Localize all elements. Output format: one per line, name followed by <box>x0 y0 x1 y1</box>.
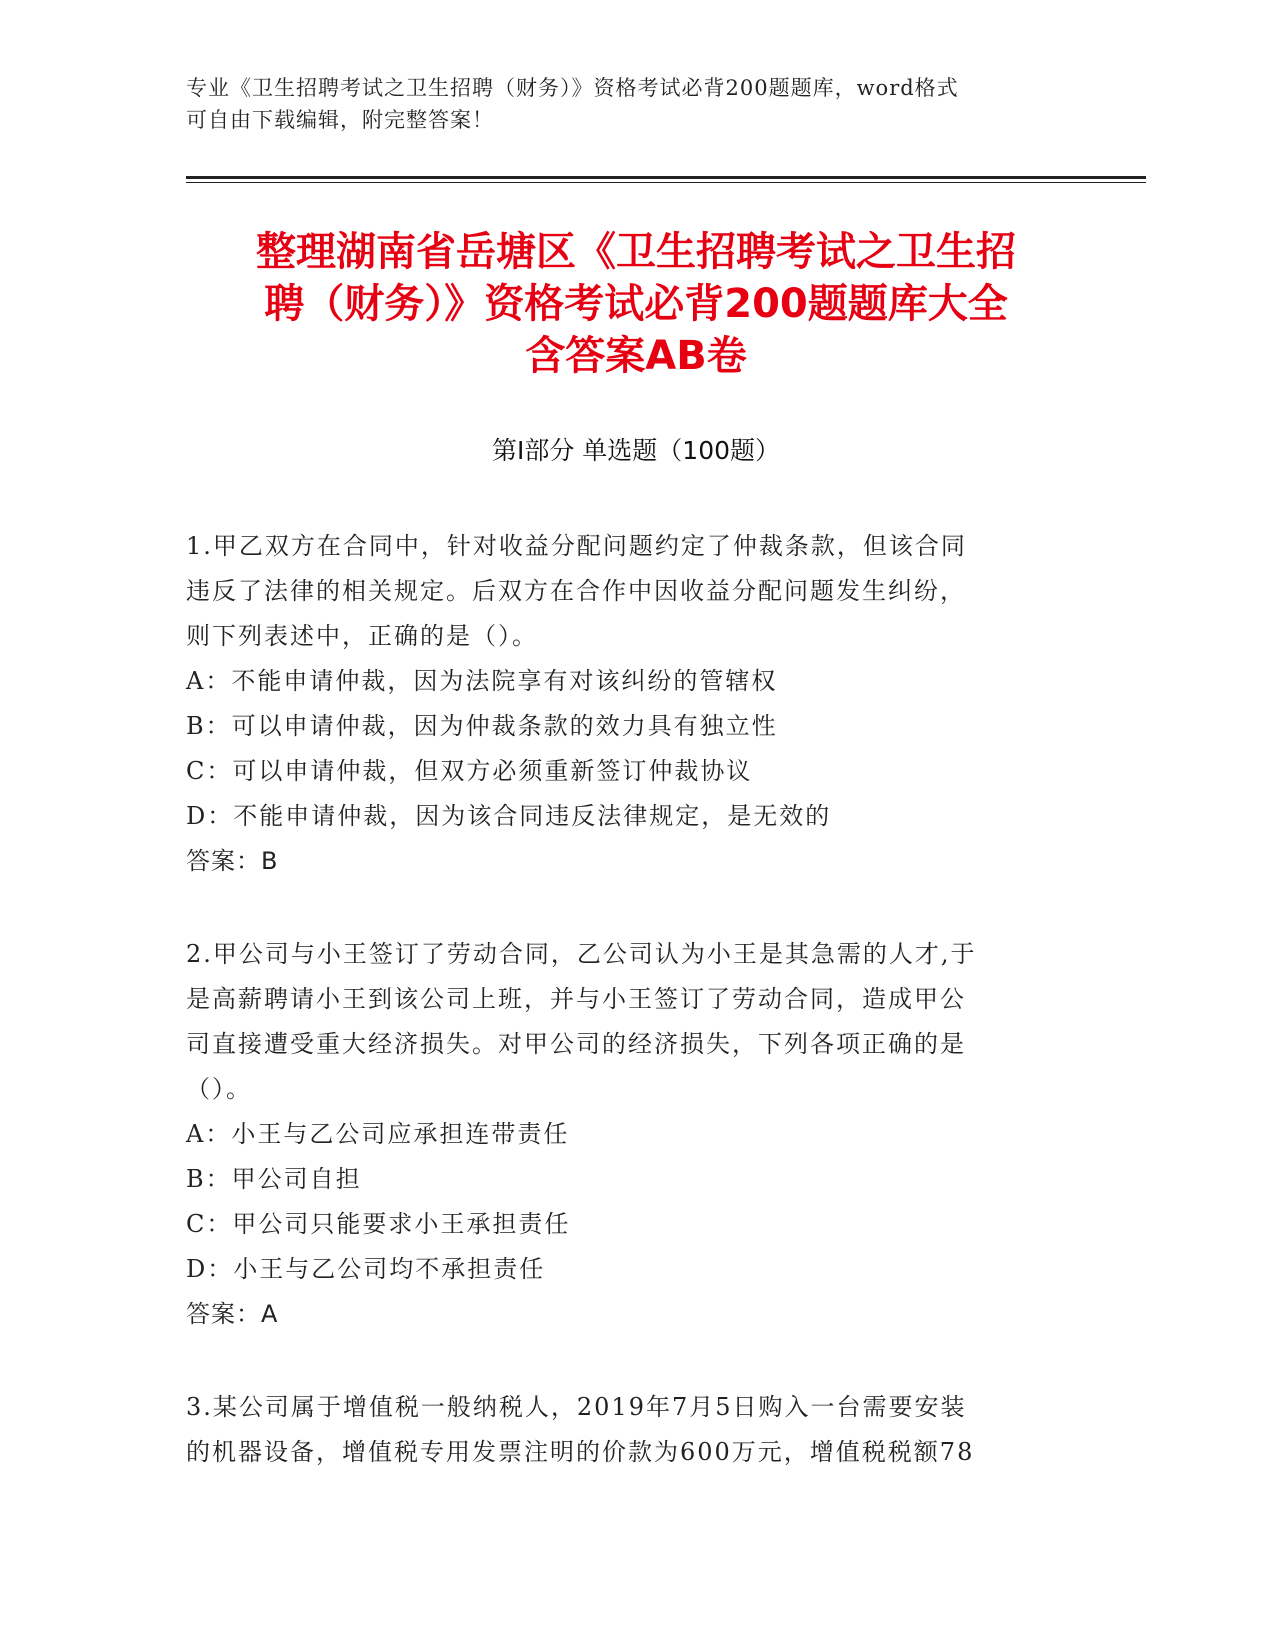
question-stem-line: 违反了法律的相关规定。后双方在合作中因收益分配问题发生纠纷， <box>186 577 966 605</box>
answer-label: 答案：B <box>186 847 279 875</box>
option-a: A：小王与乙公司应承担连带责任 <box>186 1120 570 1148</box>
header-divider <box>186 176 1146 179</box>
option-b: B：甲公司自担 <box>186 1165 362 1193</box>
option-c: C：可以申请仲裁，但双方必须重新签订仲裁协议 <box>186 757 753 785</box>
document-title <box>186 226 1086 382</box>
option-b: B：可以申请仲裁，因为仲裁条款的效力具有独立性 <box>186 712 778 740</box>
title-line: 聘（财务）》资格考试必背200题题库大全 <box>264 281 1008 327</box>
question-stem-line: 2.甲公司与小王签订了劳动合同，乙公司认为小王是其急需的人才,于 <box>186 940 977 968</box>
title-line: 含答案AB卷 <box>525 333 747 379</box>
question-stem-line: 的机器设备，增值税专用发票注明的价款为600万元，增值税税额78 <box>186 1438 975 1466</box>
header-note <box>186 72 1066 136</box>
option-d: D：不能申请仲裁，因为该合同违反法律规定，是无效的 <box>186 802 832 830</box>
answer-label: 答案：A <box>186 1300 279 1328</box>
header-note-line: 专业《卫生招聘考试之卫生招聘（财务）》资格考试必背200题题库，word格式 <box>186 76 959 100</box>
question-item <box>186 1385 1066 1475</box>
header-note-line: 可自由下载编辑，附完整答案！ <box>186 108 494 132</box>
option-a: A：不能申请仲裁，因为法院享有对该纠纷的管辖权 <box>186 667 778 695</box>
question-stem-line: （）。 <box>186 1075 252 1103</box>
question-stem-line: 司直接遭受重大经济损失。对甲公司的经济损失，下列各项正确的是 <box>186 1030 966 1058</box>
question-stem-line: 3.某公司属于增值税一般纳税人，2019年7月5日购入一台需要安装 <box>186 1393 967 1421</box>
question-list <box>186 524 1066 1523</box>
question-item <box>186 524 1066 884</box>
option-c: C：甲公司只能要求小王承担责任 <box>186 1210 571 1238</box>
option-d: D：小王与乙公司均不承担责任 <box>186 1255 546 1283</box>
question-stem-line: 是高薪聘请小王到该公司上班，并与小王签订了劳动合同，造成甲公 <box>186 985 966 1013</box>
title-line: 整理湖南省岳塘区《卫生招聘考试之卫生招 <box>256 229 1016 275</box>
header-divider-thin <box>186 182 1146 183</box>
section-title: 第Ⅰ部分 单选题（100题） <box>491 436 781 465</box>
question-stem-line: 1.甲乙双方在合同中，针对收益分配问题约定了仲裁条款，但该合同 <box>186 532 967 560</box>
question-item <box>186 932 1066 1337</box>
question-stem-line: 则下列表述中，正确的是（）。 <box>186 622 538 650</box>
